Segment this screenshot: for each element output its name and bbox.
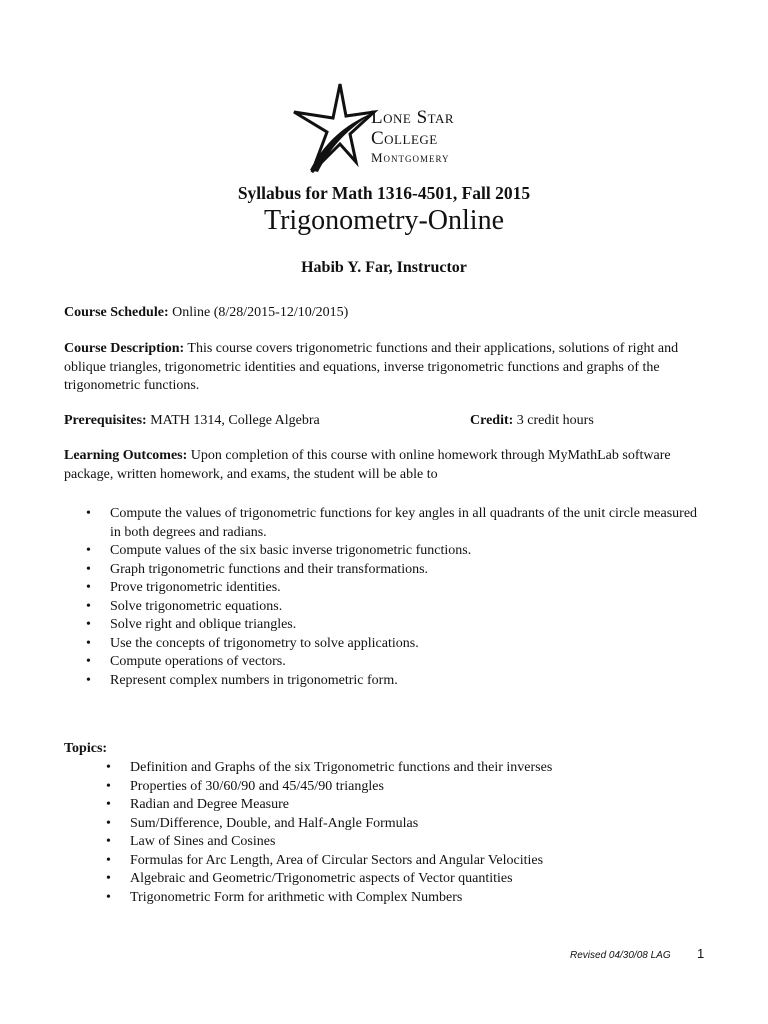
list-item: • Sum/Difference, Double, and Half-Angle Formulas <box>106 815 706 834</box>
college-logo <box>290 82 480 174</box>
list-item: • Law of Sines and Cosines <box>106 833 706 852</box>
page-number: 1 <box>697 946 705 961</box>
course-schedule <box>64 304 714 323</box>
credit-value: 3 credit hours <box>516 413 594 428</box>
course-schedule-value: Online (8/28/2015-12/10/2015) <box>172 305 349 320</box>
prerequisites <box>64 412 714 431</box>
list-item: • Graph trigonometric functions and their transformations. <box>86 561 706 580</box>
topics-heading: Topics: <box>64 741 108 756</box>
credit-label: Credit: <box>470 413 514 428</box>
course-schedule-label: Course Schedule: <box>64 305 169 320</box>
list-item: • Compute values of the six basic inverse trigonometric functions. <box>86 542 706 561</box>
list-item: • Algebraic and Geometric/Trigonometric aspects of Vector quantities <box>106 870 706 889</box>
list-item: • Compute the values of trigonometric functions for key angles in all quadrants of the unit circle measured in both degrees and radians. <box>86 505 706 542</box>
list-item: • Represent complex numbers in trigonometric form. <box>86 672 706 691</box>
syllabus-heading: Syllabus for Math 1316-4501, Fall 2015 <box>237 183 531 203</box>
list-item: • Trigonometric Form for arithmetic with Complex Numbers <box>106 889 706 908</box>
star-swoosh-icon <box>290 82 380 174</box>
list-item: • Solve right and oblique triangles. <box>86 616 706 635</box>
page-title: Trigonometry-Online <box>263 205 505 236</box>
logo-line-1: Lone Star <box>371 107 455 128</box>
course-description-label: Course Description: <box>64 341 185 356</box>
list-item: • Properties of 30/60/90 and 45/45/90 triangles <box>106 778 706 797</box>
list-item: • Formulas for Arc Length, Area of Circular Sectors and Angular Velocities <box>106 852 706 871</box>
instructor-name: Habib Y. Far, Instructor <box>301 259 467 276</box>
list-item: • Definition and Graphs of the six Trigonometric functions and their inverses <box>106 759 706 778</box>
prerequisites-value: MATH 1314, College Algebra <box>150 413 320 428</box>
prerequisites-label: Prerequisites: <box>64 413 147 428</box>
list-item: • Prove trigonometric identities. <box>86 579 706 598</box>
revision-note: Revised 04/30/08 LAG <box>570 950 671 961</box>
logo-wordmark <box>371 108 454 164</box>
list-item: • Solve trigonometric equations. <box>86 598 706 617</box>
learning-outcomes-intro: Upon completion of this course with online homework through MyMathLab software package, written homework, and exams, the student will be able to <box>64 448 671 482</box>
list-item: • Radian and Degree Measure <box>106 796 706 815</box>
learning-outcomes-label: Learning Outcomes: <box>64 448 188 463</box>
list-item: • Use the concepts of trigonometry to solve applications. <box>86 635 706 654</box>
list-item: • Compute operations of vectors. <box>86 653 706 672</box>
logo-line-3: Montgomery <box>371 150 450 165</box>
credit <box>470 412 594 431</box>
learning-outcomes <box>64 447 714 484</box>
logo-line-2: College <box>371 128 438 149</box>
topics-list <box>106 759 706 907</box>
course-description <box>64 340 714 396</box>
course-description-text: This course covers trigonometric functions and their applications, solutions of right and oblique triangles, trigonometric identities and equations, inverse trigonometric functions and graphs of the trigonometric functions. <box>64 341 679 393</box>
learning-outcomes-list <box>86 505 706 690</box>
